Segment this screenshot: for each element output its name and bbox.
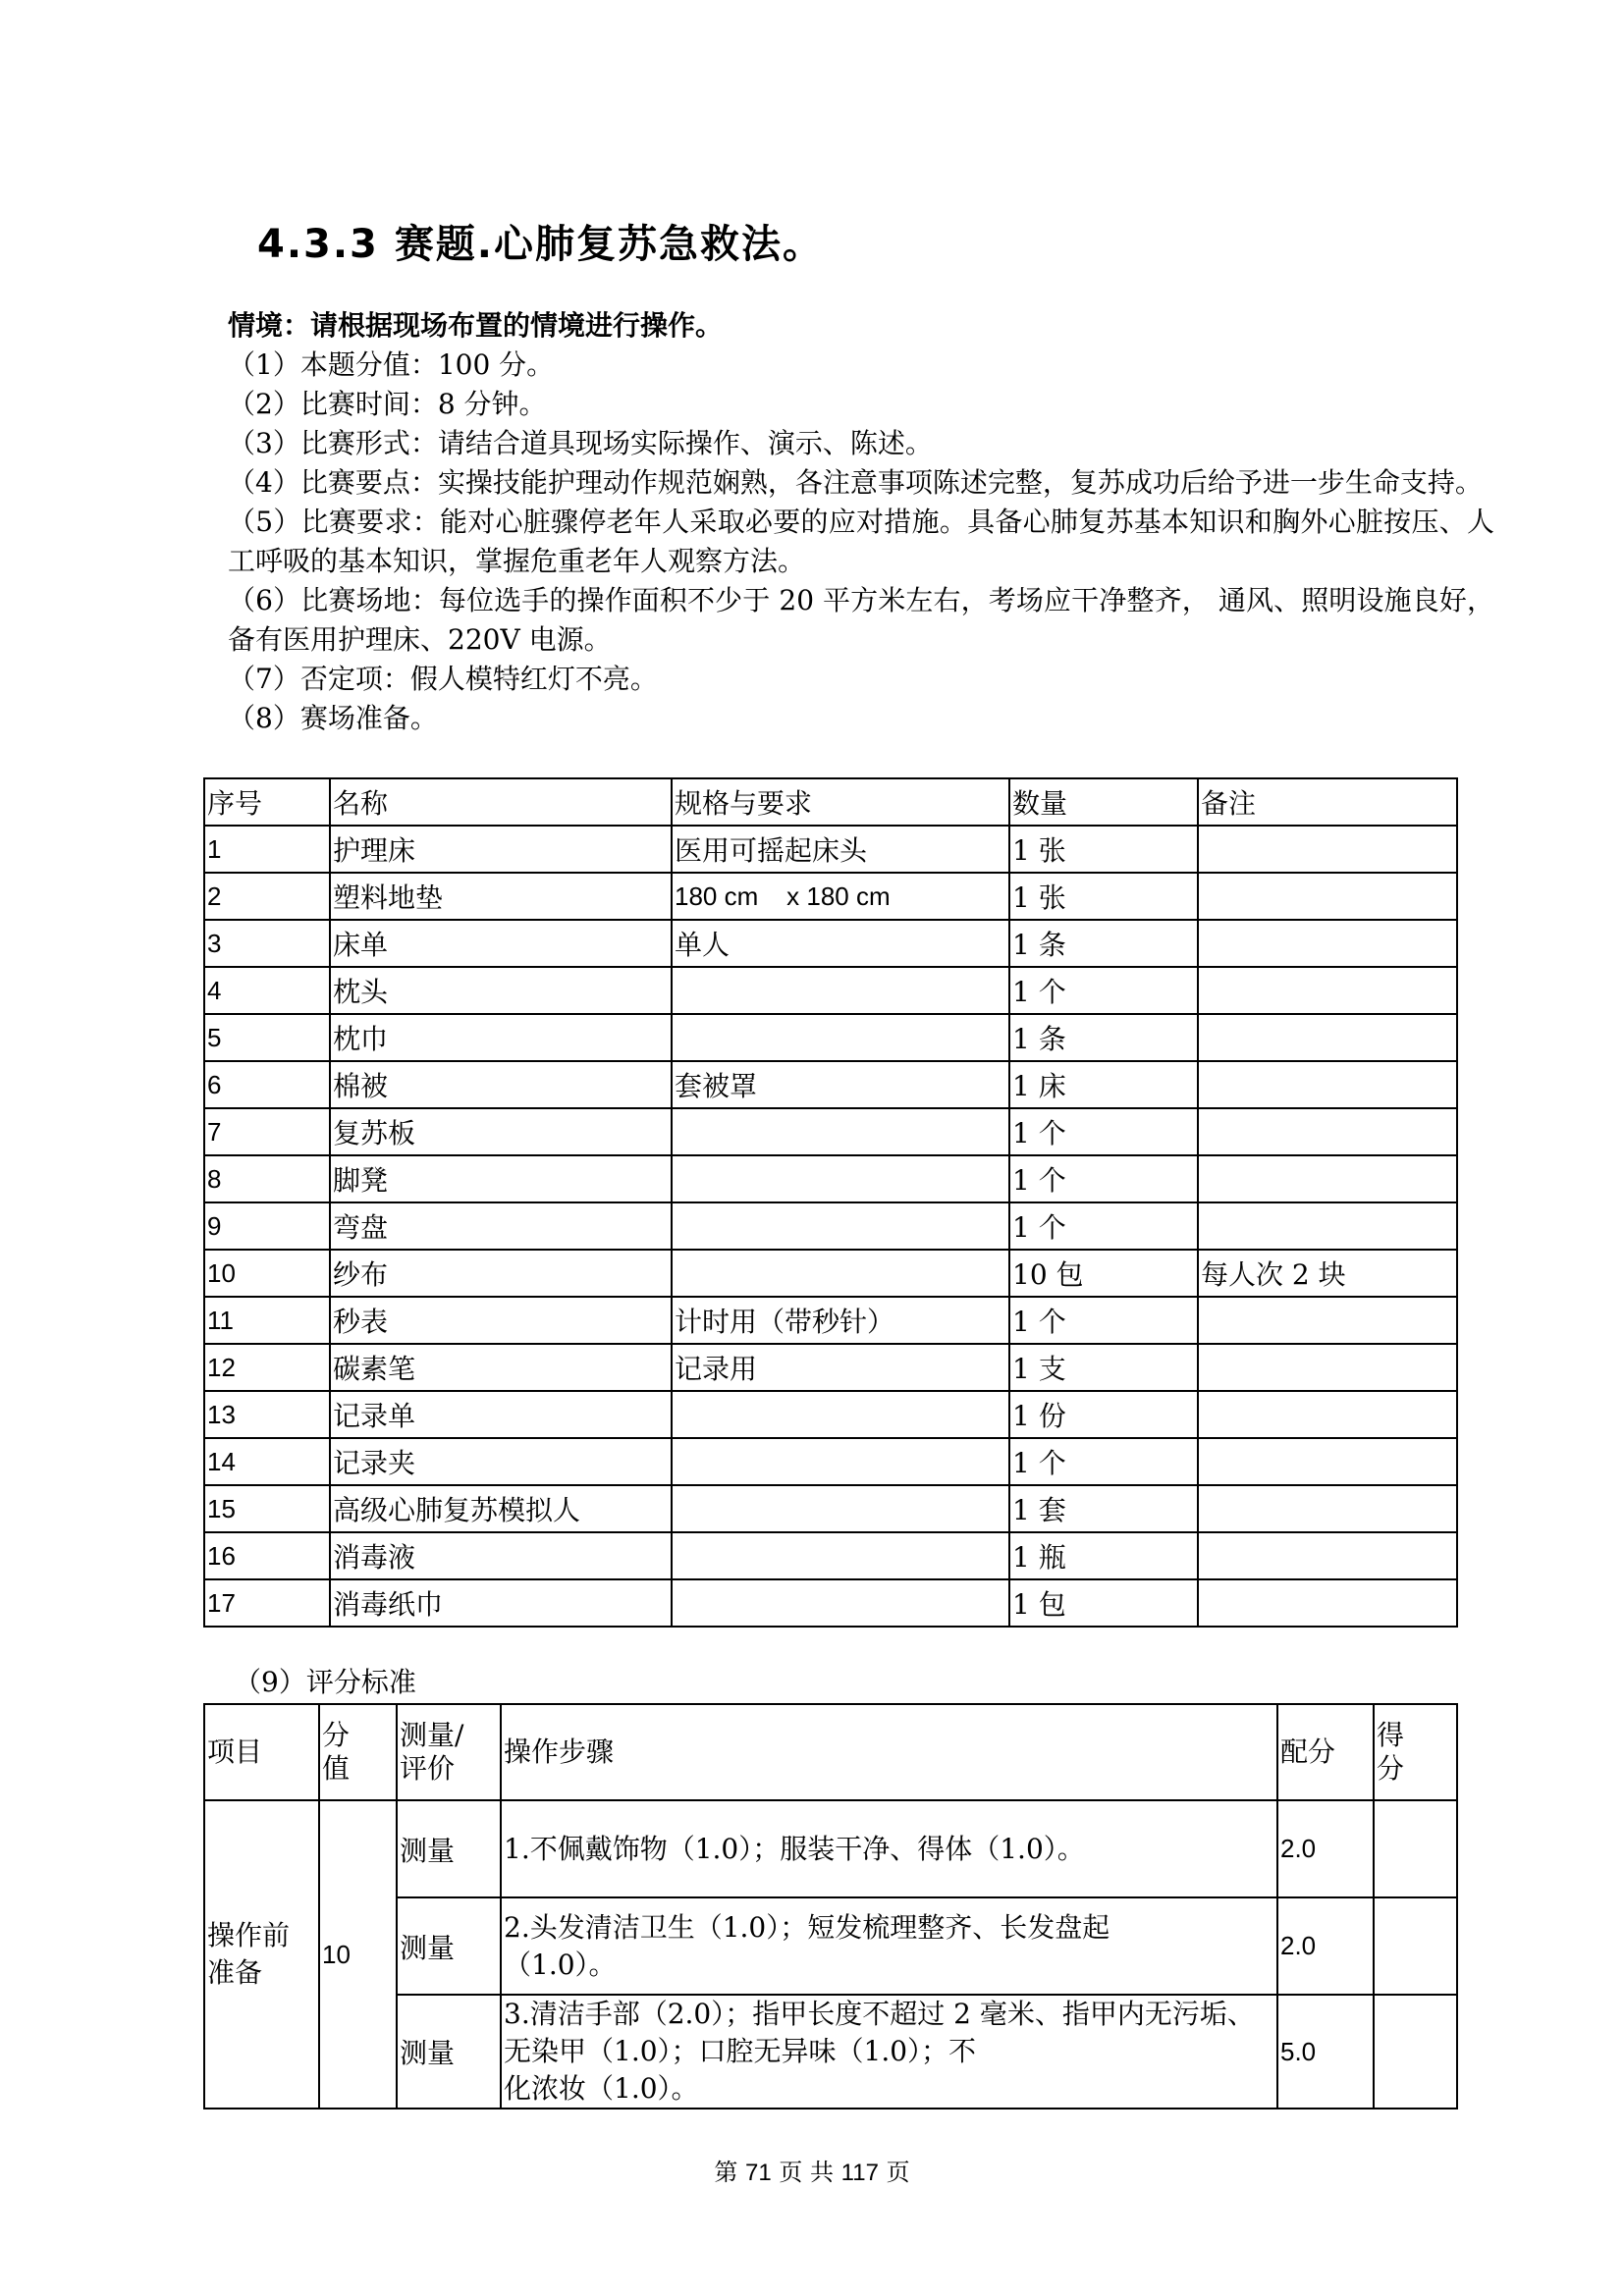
- row-measure: 测量: [397, 1897, 501, 1995]
- header-index: 序号: [204, 778, 330, 826]
- cell-spec: [672, 1579, 1009, 1627]
- header-note: 备注: [1198, 778, 1457, 826]
- cell-quantity: 1 份: [1009, 1391, 1198, 1438]
- cell-quantity: 1 床: [1009, 1061, 1198, 1108]
- cell-note: [1198, 920, 1457, 967]
- cell-name: 棉被: [330, 1061, 672, 1108]
- cell-note: [1198, 1485, 1457, 1532]
- header-got: 得 分: [1374, 1704, 1457, 1800]
- scoring-label: （9）评分标准: [234, 1666, 416, 1698]
- cell-name: 床单: [330, 920, 672, 967]
- header-score: 分 值: [319, 1704, 397, 1800]
- cell-name: 记录单: [330, 1391, 672, 1438]
- cell-index: 17: [204, 1579, 330, 1627]
- row-got: [1374, 1995, 1457, 2109]
- item-score: （1）本题分值：100 分。: [228, 348, 555, 381]
- cell-note: [1198, 1344, 1457, 1391]
- cell-index: 3: [204, 920, 330, 967]
- cell-spec: [672, 1485, 1009, 1532]
- cell-spec: [672, 1532, 1009, 1579]
- cell-note: [1198, 826, 1457, 873]
- cell-spec: 医用可摇起床头: [672, 826, 1009, 873]
- item-time: （2）比赛时间：8 分钟。: [228, 388, 547, 420]
- item-requirements: （5）比赛要求：能对心脏骤停老年人采取必要的应对措施。具备心肺复苏基本知识和胸外心脏按压、人工呼吸的基本知识，掌握危重老年人观察方法。: [228, 506, 1494, 577]
- cell-spec: 套被罩: [672, 1061, 1009, 1108]
- cell-quantity: 1 包: [1009, 1579, 1198, 1627]
- header-item: 项目: [204, 1704, 319, 1800]
- cell-quantity: 1 个: [1009, 1202, 1198, 1250]
- cell-quantity: 1 张: [1009, 873, 1198, 920]
- cell-index: 7: [204, 1108, 330, 1155]
- cell-index: 5: [204, 1014, 330, 1061]
- cell-name: 枕巾: [330, 1014, 672, 1061]
- item-venue-prep: （8）赛场准备。: [228, 702, 438, 734]
- cell-quantity: 1 个: [1009, 1155, 1198, 1202]
- cell-quantity: 10 包: [1009, 1250, 1198, 1297]
- cell-name: 护理床: [330, 826, 672, 873]
- cell-quantity: 1 瓶: [1009, 1532, 1198, 1579]
- cell-spec: [672, 1108, 1009, 1155]
- page-footer: 第 71 页 共 117 页: [714, 2159, 910, 2186]
- equipment-row: [204, 873, 1457, 920]
- cell-spec: [672, 1202, 1009, 1250]
- cell-quantity: 1 个: [1009, 1438, 1198, 1485]
- cell-note: [1198, 967, 1457, 1014]
- cell-name: 脚凳: [330, 1155, 672, 1202]
- cell-name: 复苏板: [330, 1108, 672, 1155]
- page-total: 117: [840, 2160, 879, 2186]
- cell-index: 1: [204, 826, 330, 873]
- cell-note: [1198, 1438, 1457, 1485]
- row-points: 2.0: [1277, 1800, 1374, 1897]
- cell-index: 11: [204, 1297, 330, 1344]
- cell-note: [1198, 1202, 1457, 1250]
- cell-index: 15: [204, 1485, 330, 1532]
- cell-note: [1198, 873, 1457, 920]
- row-measure: 测量: [397, 1995, 501, 2109]
- item-format: （3）比赛形式：请结合道具现场实际操作、演示、陈述。: [228, 427, 933, 459]
- item-key-points: （4）比赛要点：实操技能护理动作规范娴熟，各注意事项陈述完整，复苏成功后给予进一步生命支持。: [228, 466, 1483, 499]
- cell-name: 高级心肺复苏模拟人: [330, 1485, 672, 1532]
- cell-spec: [672, 967, 1009, 1014]
- cell-note: [1198, 1532, 1457, 1579]
- cell-name: 塑料地垫: [330, 873, 672, 920]
- header-measure: 测量/ 评价: [397, 1704, 501, 1800]
- cell-spec: [672, 1391, 1009, 1438]
- cell-spec: 计时用（带秒针）: [672, 1297, 1009, 1344]
- cell-quantity: 1 套: [1009, 1485, 1198, 1532]
- equipment-row: [204, 1155, 1457, 1202]
- cell-spec: 记录用: [672, 1344, 1009, 1391]
- cell-index: 14: [204, 1438, 330, 1485]
- scoring-header-row: [204, 1704, 1457, 1800]
- cell-index: 8: [204, 1155, 330, 1202]
- equipment-row: [204, 1108, 1457, 1155]
- equipment-row: [204, 826, 1457, 873]
- cell-note: [1198, 1297, 1457, 1344]
- cell-quantity: 1 个: [1009, 1297, 1198, 1344]
- equipment-row: [204, 1579, 1457, 1627]
- context-line: 情境：请根据现场布置的情境进行操作。: [228, 309, 724, 342]
- cell-spec: [672, 1438, 1009, 1485]
- cell-quantity: 1 个: [1009, 1108, 1198, 1155]
- equipment-row: [204, 1391, 1457, 1438]
- equipment-row: [204, 967, 1457, 1014]
- cell-name: 纱布: [330, 1250, 672, 1297]
- equipment-table: [203, 777, 1458, 1628]
- cell-spec: [672, 1014, 1009, 1061]
- equipment-row: [204, 1014, 1457, 1061]
- scoring-table: [203, 1703, 1458, 2109]
- cell-quantity: 1 张: [1009, 826, 1198, 873]
- cell-name: 弯盘: [330, 1202, 672, 1250]
- cell-index: 4: [204, 967, 330, 1014]
- cell-quantity: 1 条: [1009, 920, 1198, 967]
- equipment-row: [204, 920, 1457, 967]
- group-item: 操作前 准备: [204, 1800, 319, 2109]
- cell-name: 秒表: [330, 1297, 672, 1344]
- cell-index: 12: [204, 1344, 330, 1391]
- row-got: [1374, 1800, 1457, 1897]
- cell-spec: [672, 1155, 1009, 1202]
- cell-note: [1198, 1108, 1457, 1155]
- group-score: 10: [319, 1800, 397, 2109]
- header-points: 配分: [1277, 1704, 1374, 1800]
- cell-name: 枕头: [330, 967, 672, 1014]
- cell-spec: [672, 1250, 1009, 1297]
- row-step: 2.头发清洁卫生（1.0）；短发梳理整齐、长发盘起 （1.0）。: [501, 1897, 1277, 1995]
- cell-spec: 单人: [672, 920, 1009, 967]
- cell-index: 13: [204, 1391, 330, 1438]
- cell-index: 16: [204, 1532, 330, 1579]
- cell-note: [1198, 1014, 1457, 1061]
- cell-note: [1198, 1579, 1457, 1627]
- header-steps: 操作步骤: [501, 1704, 1277, 1800]
- section-heading: 4.3.3 赛题.心肺复苏急救法。: [257, 222, 825, 267]
- cell-index: 9: [204, 1202, 330, 1250]
- cell-quantity: 1 条: [1009, 1014, 1198, 1061]
- scoring-row: [204, 1800, 1457, 1897]
- cell-note: [1198, 1061, 1457, 1108]
- row-got: [1374, 1897, 1457, 1995]
- cell-name: 消毒液: [330, 1532, 672, 1579]
- row-points: 2.0: [1277, 1897, 1374, 1995]
- cell-quantity: 1 支: [1009, 1344, 1198, 1391]
- equipment-header-row: [204, 778, 1457, 826]
- cell-index: 10: [204, 1250, 330, 1297]
- cell-note: [1198, 1391, 1457, 1438]
- page-number: 71: [745, 2160, 772, 2186]
- equipment-row: [204, 1438, 1457, 1485]
- intro-section: [228, 306, 1494, 738]
- row-measure: 测量: [397, 1800, 501, 1897]
- cell-note: 每人次 2 块: [1198, 1250, 1457, 1297]
- cell-index: 2: [204, 873, 330, 920]
- row-step: 3.清洁手部（2.0）；指甲长度不超过 2 毫米、指甲内无污垢、 无染甲（1.0）；口腔无异味（1.0）；不 化浓妆（1.0）。: [501, 1995, 1277, 2109]
- item-veto: （7）否定项：假人模特红灯不亮。: [228, 663, 658, 695]
- row-points: 5.0: [1277, 1995, 1374, 2109]
- cell-name: 消毒纸巾: [330, 1579, 672, 1627]
- equipment-row: [204, 1532, 1457, 1579]
- cell-name: 记录夹: [330, 1438, 672, 1485]
- equipment-row: [204, 1485, 1457, 1532]
- header-spec: 规格与要求: [672, 778, 1009, 826]
- cell-index: 6: [204, 1061, 330, 1108]
- item-venue: （6）比赛场地：每位选手的操作面积不少于 20 平方米左右，考场应干净整齐， 通风、照明设施良好，备有医用护理床、220V 电源。: [228, 584, 1494, 656]
- cell-name: 碳素笔: [330, 1344, 672, 1391]
- equipment-row: [204, 1202, 1457, 1250]
- equipment-row: [204, 1344, 1457, 1391]
- header-quantity: 数量: [1009, 778, 1198, 826]
- equipment-row: [204, 1250, 1457, 1297]
- cell-spec: 180 cm x 180 cm: [672, 873, 1009, 920]
- equipment-row: [204, 1061, 1457, 1108]
- equipment-row: [204, 1297, 1457, 1344]
- row-step: 1.不佩戴饰物（1.0）；服装干净、得体（1.0）。: [501, 1800, 1277, 1897]
- cell-note: [1198, 1155, 1457, 1202]
- header-name: 名称: [330, 778, 672, 826]
- cell-quantity: 1 个: [1009, 967, 1198, 1014]
